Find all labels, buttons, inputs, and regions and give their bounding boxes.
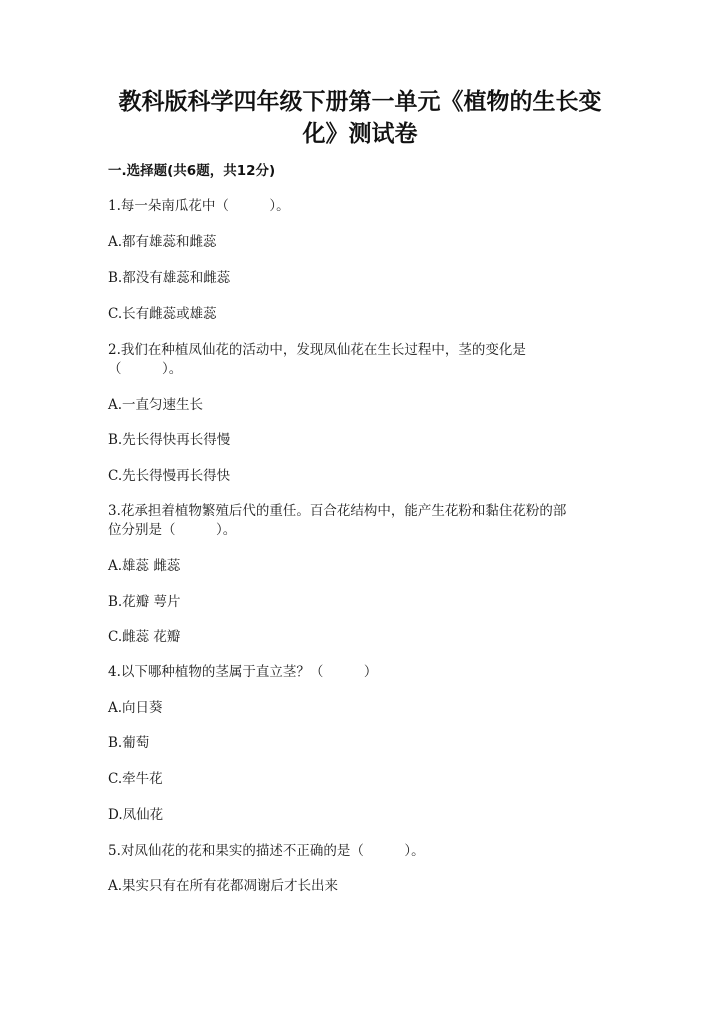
question-2-option-c: C.先长得慢再长得快 — [108, 468, 231, 484]
question-2-option-b: B.先长得快再长得慢 — [108, 432, 231, 448]
page-title — [100, 86, 620, 150]
question-3-stem-line-2: 位分别是（ ）。 — [108, 522, 237, 538]
question-4-option-c: C.牵牛花 — [108, 771, 163, 787]
question-3-stem-line-1: 3.花承担着植物繁殖后代的重任。百合花结构中，能产生花粉和黏住花粉的部 — [108, 503, 567, 519]
question-4-option-b: B.葡萄 — [108, 735, 150, 751]
section-header: 一.选择题(共6题，共12分) — [108, 163, 276, 179]
question-5-stem: 5.对凤仙花的花和果实的描述不正确的是（ ）。 — [108, 843, 425, 859]
question-2-option-a: A.一直匀速生长 — [108, 397, 204, 413]
question-2-stem-line-1: 2.我们在种植凤仙花的活动中，发现凤仙花在生长过程中，茎的变化是 — [108, 342, 526, 358]
title-line-1: 教科版科学四年级下册第一单元《植物的生长变 — [118, 89, 602, 115]
question-2-stem-line-2: （ ）。 — [108, 361, 183, 377]
question-1-option-a: A.都有雄蕊和雌蕊 — [108, 234, 217, 250]
title-line-2: 化》测试卷 — [302, 121, 418, 147]
question-3-option-b: B.花瓣 萼片 — [108, 594, 181, 610]
question-1-option-b: B.都没有雄蕊和雌蕊 — [108, 270, 231, 286]
question-3-option-a: A.雄蕊 雌蕊 — [108, 558, 181, 574]
question-1-option-c: C.长有雌蕊或雄蕊 — [108, 306, 217, 322]
question-3-option-c: C.雌蕊 花瓣 — [108, 629, 181, 645]
question-4-option-d: D.凤仙花 — [108, 807, 164, 823]
question-4-option-a: A.向日葵 — [108, 700, 163, 716]
question-1-stem: 1.每一朵南瓜花中（ ）。 — [108, 198, 290, 214]
question-5-option-a: A.果实只有在所有花都凋谢后才长出来 — [108, 878, 339, 894]
question-4-stem: 4.以下哪种植物的茎属于直立茎？（ ） — [108, 664, 378, 680]
